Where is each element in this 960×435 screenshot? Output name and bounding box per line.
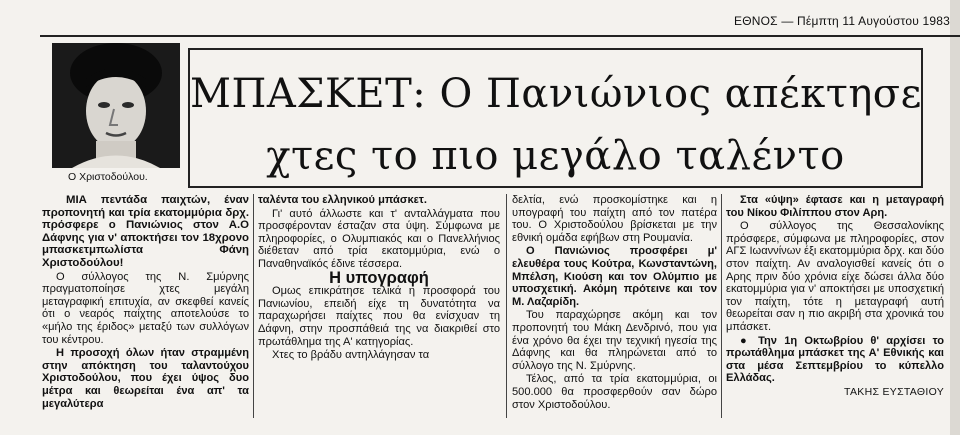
article-column-3	[512, 194, 717, 412]
paragraph: Γι' αυτό άλλωστε και τ' ανταλλάγματα που προσφέρονταν έσταζαν στα ύψη. Σύμφωνα με πληροφορίες, ο Ολυμπιακός και ο Πανελλήνιος διέθεταν από τρία εκατομμύρια, ενώ ο Παναθηναϊκός έδινε τέσσερα.	[258, 207, 500, 270]
subheading: Η υπογραφή	[329, 268, 429, 287]
page-edge	[950, 0, 960, 435]
author-signature: ΤΑΚΗΣ ΕΥΣΤΑΘΙΟΥ	[844, 385, 944, 398]
lead-paragraph: ΜΙΑ πεντάδα παιχτών, έναν προπονητή και τρία εκατομμύρια δρχ. πρόσφερε ο Πανιώνιος στον Α.Ο Δάφνης για ν' αποκτήσει τον 18χρονο μπασκετμπωλίστα Φάνη Χριστοδούλου!	[42, 194, 249, 269]
headline-box	[188, 48, 923, 188]
paragraph: Χτες το βράδυ αντηλλάγησαν τα	[272, 349, 430, 362]
player-photo	[52, 43, 180, 168]
headline-line-2: χτες το πιο μεγάλο ταλέντο	[266, 133, 845, 179]
column-divider	[506, 194, 507, 418]
paragraph: ταλέντα του ελληνικού μπάσκετ.	[258, 194, 427, 206]
article-column-4	[726, 194, 944, 400]
newspaper-header: ΕΘΝΟΣ — Πέμπτη 11 Αυγούστου 1983	[734, 14, 950, 28]
paragraph: Του παραχώρησε ακόμη και τον προπονητή του Μάκη Δενδρινό, που για ένα χρόνο θα έχει την τεχνική ηγεσία της Δάφνης και θα πληρώνεται από το σύλλογο της Ν. Σμύρνης.	[512, 309, 717, 372]
photo-caption: Ο Χριστοδούλου.	[68, 171, 148, 183]
column-divider	[253, 194, 254, 418]
header-rule	[40, 35, 960, 37]
column-divider	[721, 194, 722, 418]
headline-line-1: ΜΠΑΣΚΕΤ: Ο Πανιώνιος απέκτησε	[190, 71, 922, 117]
paragraph: Ο Πανιώνιος προσφέρει μ' ελευθέρα τους Κούτρα, Κωνσταντώνη, Μπέλση, Κιούση και τον Ολύμπιο με υποσχετική. Ακόμη πρότεινε και τον Μ. Λαζαρίδη.	[512, 245, 717, 308]
paragraph: Ομως επικράτησε τελικά η προσφορά του Πανιωνίου, επειδή είχε τη δυνατότητα να παραχωρήσει παίχτες που θα ενίσχυαν τη Δάφνη, στην προσπάθειά της να διακριθεί στο πρωτάθλημα της Α' κατηγορίας.	[258, 285, 500, 348]
paragraph: Ο σύλλογος της Ν. Σμύρνης πραγματοποίησε χτες μεγάλη μεταγραφική επιτυχία, αν σκεφθεί κανείς ότι ο νεαρός παίχτης αποτελούσε το «μήλο της έριδος» μεταξύ των συλλόγων του κέντρου.	[42, 270, 249, 346]
paragraph: δελτία, ενώ προσκομίστηκε και η υπογραφή του παίχτη από τον πατέρα του. Ο Χριστοδούλου βρίσκεται με την εθνική ομάδα εφήβων στη Ρουμανία.	[512, 194, 717, 244]
paragraph: Η προσοχή όλων ήταν στραμμένη στην απόκτηση του ταλαντούχου Χριστοδούλου, που έχει ύψος δυο μέτρα και θεωρείται ένα απ' τα μεγαλύτερα	[42, 347, 249, 410]
portrait-image	[52, 43, 180, 168]
paragraph: Τέλος, από τα τρία εκατομμύρια, οι 500.000 θα προσφερθούν σαν δώρο στον Χριστοδούλου.	[512, 373, 717, 411]
paragraph: Ο σύλλογος της Θεσσαλονίκης πρόσφερε, σύμφωνα με πληροφορίες, στον ΑΓΣ Ιωαννίνων έξι εκατομμύρια δρχ. και δύο στον παίχτη. Αν αναλογισθεί κανείς ότι ο Αρης πριν δύο χρόνια είχε δώσει άλλα δύο εκατομμύρια για ν' αποκτήσει με υποσχετική τον παίχτη, τότε η μεταγραφή αυτή θεωρείται σαν η πιο ακριβή στα χρονικά του μπάσκετ.	[726, 220, 945, 333]
article-column-1	[42, 194, 249, 411]
paragraph: ● Την 1η Οκτωβρίου θ' αρχίσει το πρωτάθλημα μπάσκετ της Α' Εθνικής και στα μέσα Σεπτεμβρίου το κύπελλο Ελλάδας.	[726, 334, 944, 385]
article-column-2	[258, 194, 500, 363]
paragraph: Στα «ύψη» έφτασε και η μεταγραφή του Νίκου Φιλίππου στον Αρη.	[726, 194, 944, 219]
